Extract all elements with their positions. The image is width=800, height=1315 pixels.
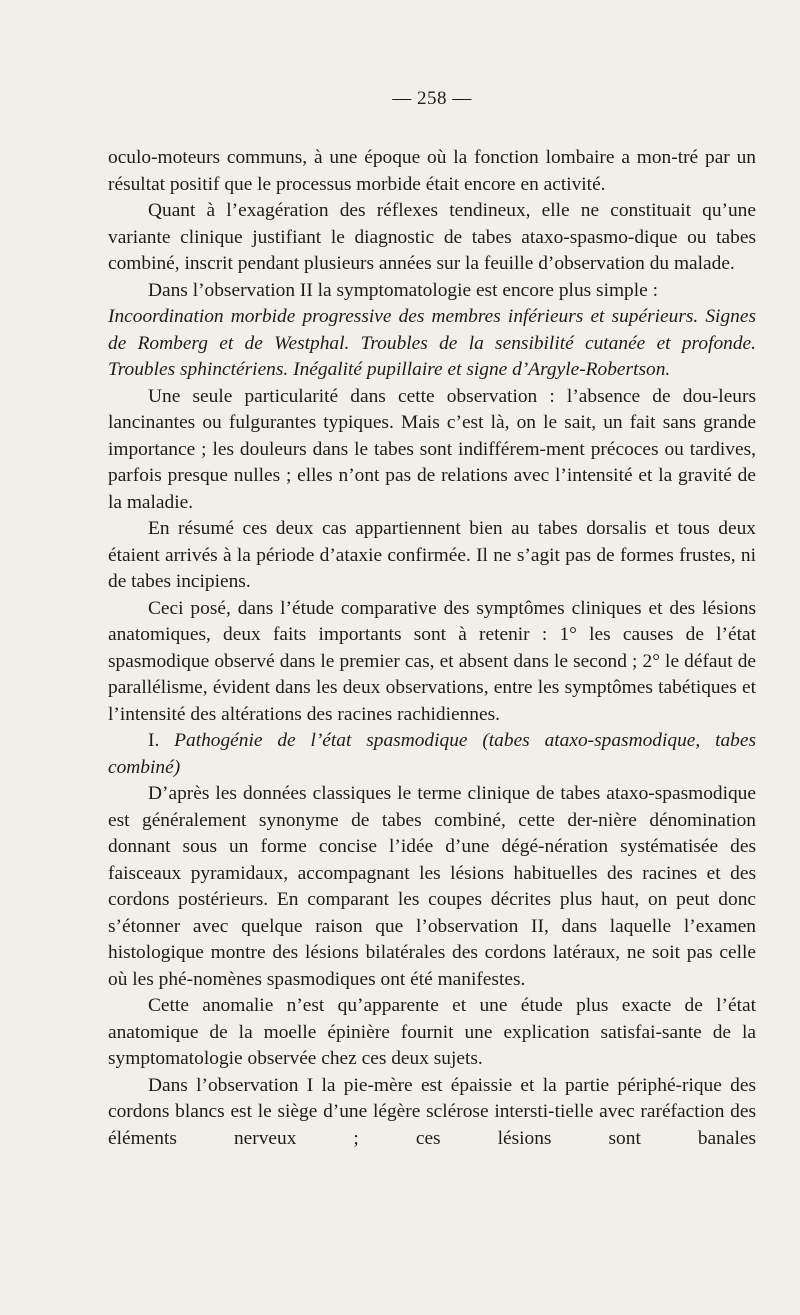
page-number: — 258 — bbox=[392, 88, 472, 109]
paragraph: Une seule particularité dans cette observation : l’absence de dou-leurs lancinantes ou fulgurantes typiques. Mais c’est là, on le sait, un fait sans grande importance ; les douleurs dans le tabes sont indifférem-ment précoces ou tardives, parfois presque nulles ; elles n’ont pas de relations avec l’intensité et la gravité de la maladie. bbox=[108, 385, 756, 513]
italic-paragraph bbox=[108, 304, 756, 384]
paragraph: Dans l’observation II la symptomatologie est encore plus simple : bbox=[148, 279, 658, 301]
paragraph: oculo-moteurs communs, à une époque où la fonction lombaire a mon-tré par un résultat positif que le processus morbide était encore en activité. bbox=[108, 147, 756, 195]
section-number: I. bbox=[148, 730, 175, 751]
page-body bbox=[108, 145, 756, 1152]
paragraph: Cette anomalie n’est qu’apparente et une étude plus exacte de l’état anatomique de la moelle épinière fournit une explication satisfai-sante de la symptomatologie observée chez ces deux sujets. bbox=[108, 995, 756, 1069]
paragraph: D’après les données classiques le terme clinique de tabes ataxo-spasmodique est généralement synonyme de tabes combiné, cette der-nière dénomination donnant sous un forme concise l’idée d’une dégé-nération systématisée des faisceaux pyramidaux, accompagnant les lésions habituelles des racines et des cordons postérieurs. En comparant les coupes décrites plus haut, on peut donc s’étonner avec quelque raison que l’observation II, dans laquelle l’examen histologique montre des lésions bilatérales des cordons latéraux, ne soit pas celle où les phé-nomènes spasmodiques ont été manifestes. bbox=[108, 783, 756, 990]
italic-symptom-list: Incoordination morbide progressive des membres inférieurs et supérieurs. Signes de Romberg et de Westphal. Troubles de la sensibilité cutanée et profonde. Troubles sphinctériens. Inégalité pupillaire et signe d’Argyle-Robertson. bbox=[108, 306, 756, 380]
paragraph: Quant à l’exagération des réflexes tendineux, elle ne constituait qu’une variante clinique justifiant le diagnostic de tabes ataxo-spasmo-dique ou tabes combiné, inscrit pendant plusieurs années sur la feuille d’observation du malade. bbox=[108, 200, 756, 274]
paragraph: Ceci posé, dans l’étude comparative des symptômes cliniques et des lésions anatomiques, deux faits importants sont à retenir : 1° les causes de l’état spasmodique observé dans le premier cas, et absent dans le second ; 2° le défaut de parallélisme, évident dans les deux observations, entre les symptômes tabétiques et l’intensité des altérations des racines rachidiennes. bbox=[108, 597, 756, 725]
paragraph: En résumé ces deux cas appartiennent bien au tabes dorsalis et tous deux étaient arrivés à la période d’ataxie confirmée. Il ne s’agit pas de formes frustes, ni de tabes incipiens. bbox=[108, 518, 756, 592]
section-title: Pathogénie de l’état spasmodique (tabes ataxo-spasmodique, tabes combiné) bbox=[108, 730, 756, 778]
paragraph: Dans l’observation I la pie-mère est épaissie et la partie périphé-rique des cordons blancs est le siège d’une légère sclérose intersti-tielle avec raréfaction des éléments nerveux ; ces lésions sont banales bbox=[108, 1074, 756, 1149]
section-heading bbox=[108, 728, 756, 781]
